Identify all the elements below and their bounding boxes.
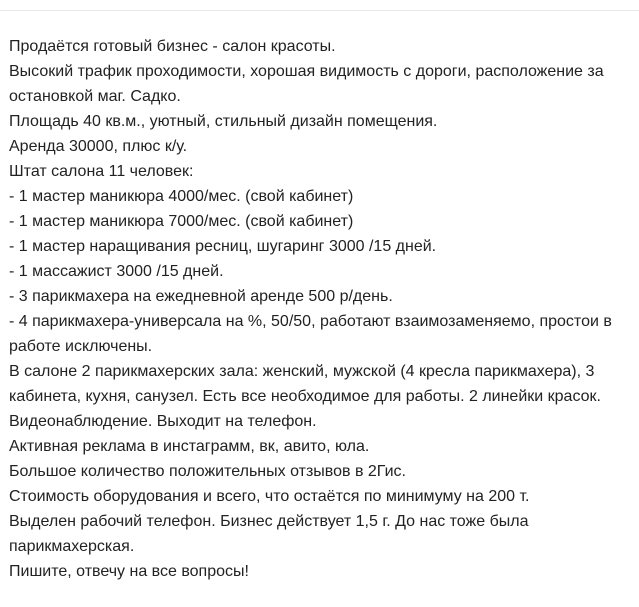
- text-line: Продаётся готовый бизнес - салон красоты.: [9, 38, 336, 55]
- top-divider: [0, 10, 639, 11]
- text-line: Аренда 30000, плюс к/у.: [9, 138, 188, 155]
- text-line: Штат салона 11 человек:: [9, 163, 194, 180]
- text-line: работе исключены.: [9, 338, 153, 355]
- text-line: Видеонаблюдение. Выходит на телефон.: [9, 413, 317, 430]
- text-line: Площадь 40 кв.м., уютный, стильный дизайн помещения.: [9, 113, 438, 130]
- text-line: остановкой маг. Садко.: [9, 88, 181, 105]
- text-line: Стоимость оборудования и всего, что остаётся по минимуму на 200 т.: [9, 488, 530, 505]
- text-line: Высокий трафик проходимости, хорошая видимость с дороги, расположение за: [9, 63, 604, 80]
- text-line: - 1 мастер маникюра 4000/мес. (свой кабинет): [9, 188, 354, 205]
- text-line: - 1 мастер наращивания ресниц, шугаринг 3000 /15 дней.: [9, 238, 437, 255]
- text-line: Активная реклама в инстаграмм, вк, авито, юла.: [9, 438, 370, 455]
- text-line: - 1 мастер маникюра 7000/мес. (свой кабинет): [9, 213, 354, 230]
- text-line: парикмахерская.: [9, 538, 135, 555]
- text-line: - 1 массажист 3000 /15 дней.: [9, 263, 224, 280]
- text-line: кабинета, кухня, санузел. Есть все необходимое для работы. 2 линейки красок.: [9, 388, 601, 405]
- text-line: Большое количество положительных отзывов в 2Гис.: [9, 463, 406, 480]
- text-line: - 3 парикмахера на ежедневной аренде 500 р/день.: [9, 288, 393, 305]
- text-line: В салоне 2 парикмахерских зала: женский, мужской (4 кресла парикмахера), 3: [9, 363, 595, 380]
- post-description: [9, 34, 633, 584]
- text-line: Выделен рабочий телефон. Бизнес действует 1,5 г. До нас тоже была: [9, 513, 529, 530]
- text-line: - 4 парикмахера-универсала на %, 50/50, работают взаимозаменяемо, простои в: [9, 313, 612, 330]
- text-line: Пишите, отвечу на все вопросы!: [9, 563, 249, 580]
